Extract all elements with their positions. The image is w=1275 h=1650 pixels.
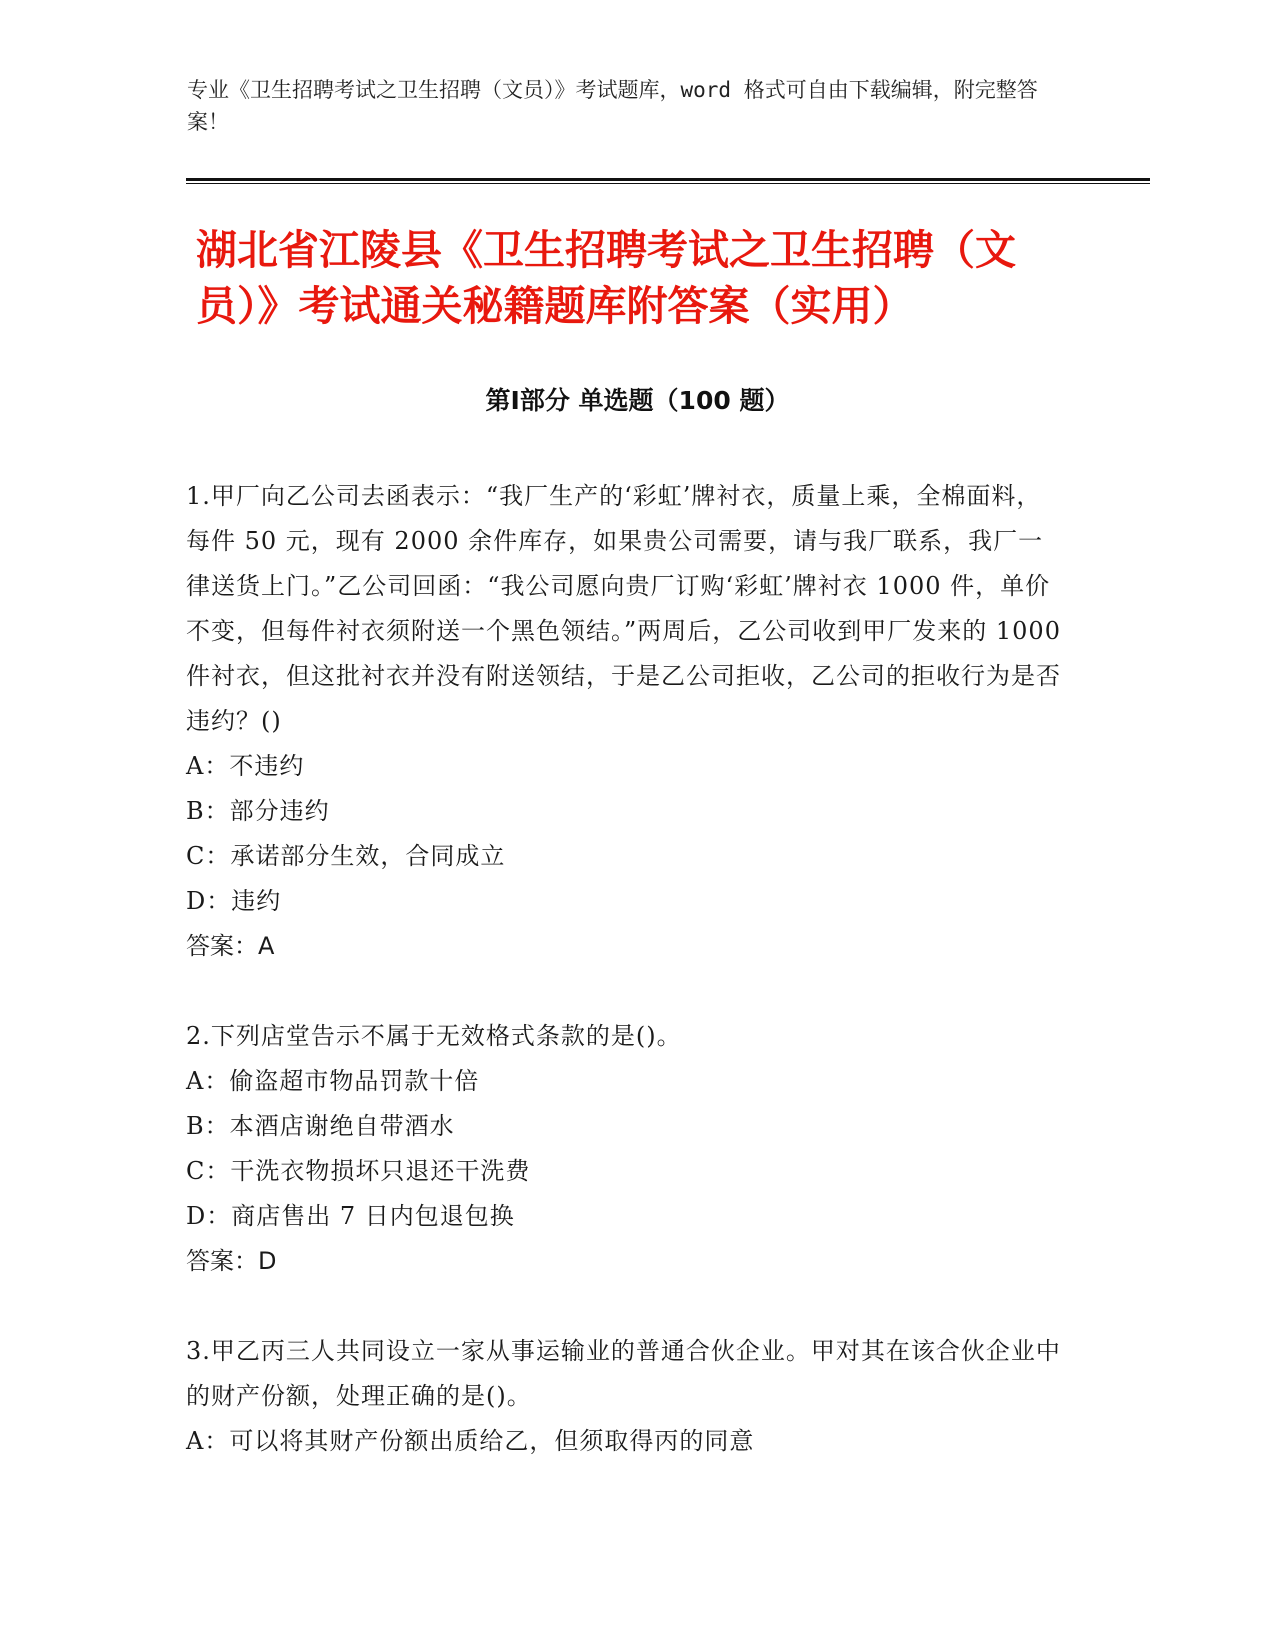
option-a: A：偷盗超市物品罚款十倍 [186,1067,480,1095]
question-stem: 2.下列店堂告示不属于无效格式条款的是()。 [186,1022,682,1050]
question-3 [186,1329,1066,1464]
option-c: C：干洗衣物损坏只退还干洗费 [186,1157,531,1185]
question-stem: 3.甲乙丙三人共同设立一家从事运输业的普通合伙企业。甲对其在该合伙企业中的财产份额，处理正确的是()。 [186,1337,1061,1410]
question-list [186,474,1066,1509]
option-a: A：可以将其财产份额出质给乙，但须取得丙的同意 [186,1427,755,1455]
option-d: D：商店售出 7 日内包退包换 [186,1202,515,1230]
answer-line: 答案：D [186,1247,277,1275]
section-heading: 第Ⅰ部分 单选题（100 题） [485,386,790,415]
header-note: 专业《卫生招聘考试之卫生招聘（文员）》考试题库，word 格式可自由下载编辑，附完整答案！ [187,78,1038,134]
option-d: D：违约 [186,887,282,915]
header-divider-thick [186,178,1150,181]
question-stem: 1.甲厂向乙公司去函表示：“我厂生产的‘彩虹’牌衬衣，质量上乘，全棉面料，每件 50 元，现有 2000 余件库存，如果贵公司需要，请与我厂联系，我厂一律送货上门。”乙公司回函：“我公司愿向贵厂订购‘彩虹’牌衬衣 1000 件，单价不变，但每件衬衣须附送一个黑色领结。”两周后，乙公司收到甲厂发来的 1000 件衬衣，但这批衬衣并没有附送领结，于是乙公司拒收，乙公司的拒收行为是否违约？() [186,482,1061,735]
document-title: 湖北省江陵县《卫生招聘考试之卫生招聘（文员）》考试通关秘籍题库附答案（实用） [196,226,1016,330]
option-b: B：部分违约 [186,797,330,825]
question-1 [186,474,1066,969]
question-2 [186,1014,1066,1284]
option-a: A：不违约 [186,752,305,780]
option-c: C：承诺部分生效，合同成立 [186,842,506,870]
answer-line: 答案：A [186,932,275,960]
header-divider-thin [186,183,1150,184]
option-b: B：本酒店谢绝自带酒水 [186,1112,455,1140]
